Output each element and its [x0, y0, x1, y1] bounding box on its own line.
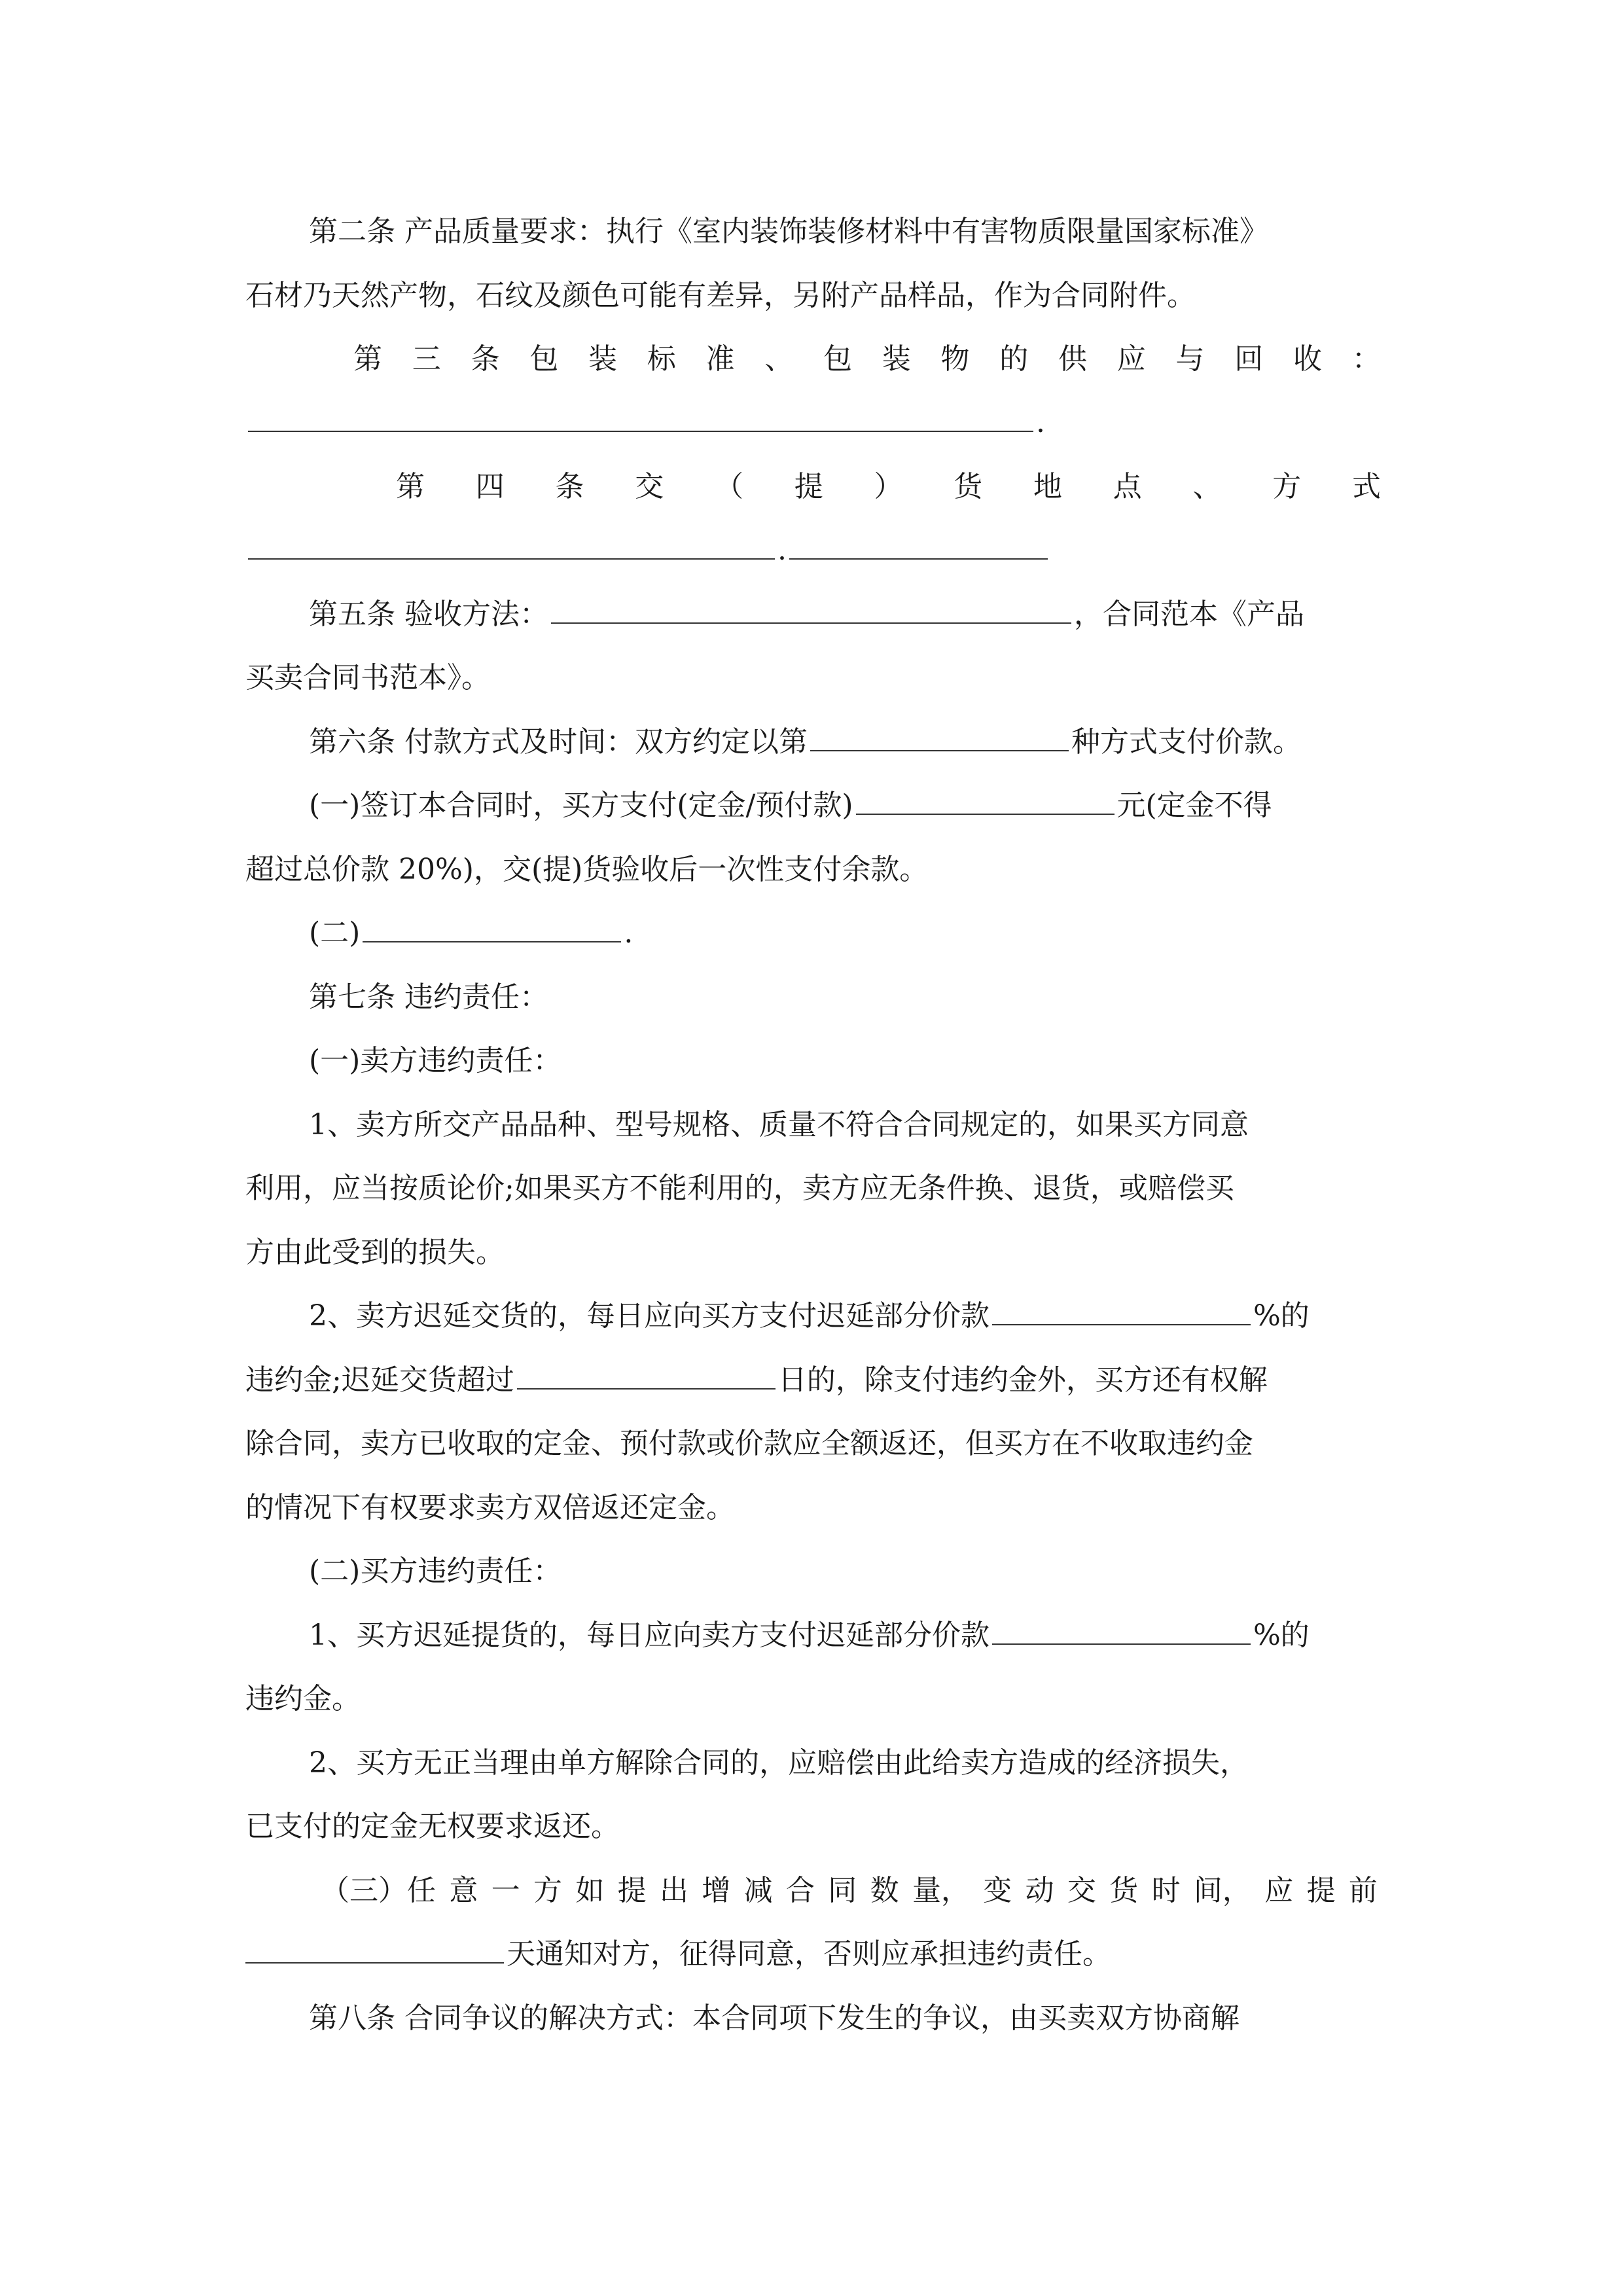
delivery-place-blank[interactable] — [248, 519, 775, 560]
seller-clause-2-line-2: 违约金;迟延交货超过 日的，除支付违约金外，买方还有权解 — [245, 1348, 1381, 1412]
buyer-clause-1-line-2: 违约金。 — [245, 1682, 361, 1715]
article-3-heading: 第 三 条 包 装 标 准 、 包 装 物 的 供 应 与 回 收 ： — [353, 342, 1381, 376]
payment-clause-1-line-2: 超过总价款 20%)，交(提)货验收后一次性支付余款。 — [245, 853, 929, 886]
article-5-line-2: 买卖合同书范本》。 — [245, 661, 490, 694]
delay-days-blank[interactable] — [517, 1349, 776, 1390]
article-4-heading: 第 四 条 交 （ 提 ） 货 地 点 、 方 式 — [396, 470, 1381, 503]
article-5-line-1: 第五条 验收方法： ，合同范本《产品 — [309, 583, 1381, 647]
seller-clause-2-line-4: 的情况下有权要求卖方双倍返还定金。 — [245, 1491, 735, 1524]
article-4-blank-line: . — [245, 518, 1381, 583]
packaging-blank[interactable] — [248, 391, 1033, 432]
article-3-blank-line: . — [245, 391, 1381, 455]
payment-method-blank[interactable] — [810, 711, 1069, 751]
buyer-clause-1-line-1: 1、买方迟延提货的，每日应向卖方支付迟延部分价款 %的 — [309, 1604, 1381, 1668]
clause-3-line-2: 天通知对方，征得同意，否则应承担违约责任。 — [245, 1922, 1381, 1986]
inspection-method-blank[interactable] — [551, 583, 1071, 624]
article-2-line-2: 石材乃天然产物，石纹及颜色可能有差异，另附产品样品，作为合同附件。 — [245, 279, 1196, 312]
seller-clause-2-line-1: 2、卖方迟延交货的，每日应向买方支付迟延部分价款 %的 — [309, 1284, 1381, 1348]
article-2-line-1: 第二条 产品质量要求：执行《室内装饰装修材料中有害物质限量国家标准》 — [309, 215, 1268, 248]
notice-days-blank[interactable] — [245, 1923, 504, 1964]
buyer-clause-2-line-2: 已支付的定金无权要求返还。 — [245, 1810, 620, 1843]
article-7-heading: 第七条 违约责任： — [309, 980, 548, 1014]
seller-liability-heading: (一)卖方违约责任： — [309, 1044, 562, 1077]
seller-clause-1-line-3: 方由此受到的损失。 — [245, 1236, 505, 1269]
article-8-line-1: 第八条 合同争议的解决方式：本合同项下发生的争议，由买卖双方协商解 — [309, 2001, 1240, 2035]
seller-penalty-rate-blank[interactable] — [992, 1285, 1251, 1325]
buyer-liability-heading: (二)买方违约责任： — [309, 1554, 562, 1588]
payment-clause-2-blank[interactable] — [363, 902, 621, 942]
seller-clause-1-line-1: 1、卖方所交产品品种、型号规格、质量不符合合同规定的，如果买方同意 — [309, 1108, 1249, 1141]
seller-clause-2-line-3: 除合同，卖方已收取的定金、预付款或价款应全额返还，但买方在不收取违约金 — [245, 1427, 1253, 1460]
payment-clause-2: (二) . — [309, 901, 1381, 965]
article-6-line-1: 第六条 付款方式及时间：双方约定以第 种方式支付价款。 — [309, 710, 1381, 774]
seller-clause-1-line-2: 利用，应当按质论价;如果买方不能利用的，卖方应无条件换、退货，或赔偿买 — [245, 1172, 1234, 1205]
delivery-method-blank[interactable] — [789, 519, 1048, 560]
buyer-penalty-rate-blank[interactable] — [992, 1604, 1251, 1645]
clause-3-line-1: （三）任 意 一 方 如 提 出 增 减 合 同 数 量， 变 动 交 货 时 间， 应 提 前 — [321, 1874, 1378, 1907]
buyer-clause-2-line-1: 2、买方无正当理由单方解除合同的，应赔偿由此给卖方造成的经济损失， — [309, 1746, 1249, 1780]
payment-clause-1-line-1: (一)签订本合同时，买方支付(定金/预付款) 元(定金不得 — [309, 774, 1381, 838]
deposit-amount-blank[interactable] — [856, 774, 1115, 815]
